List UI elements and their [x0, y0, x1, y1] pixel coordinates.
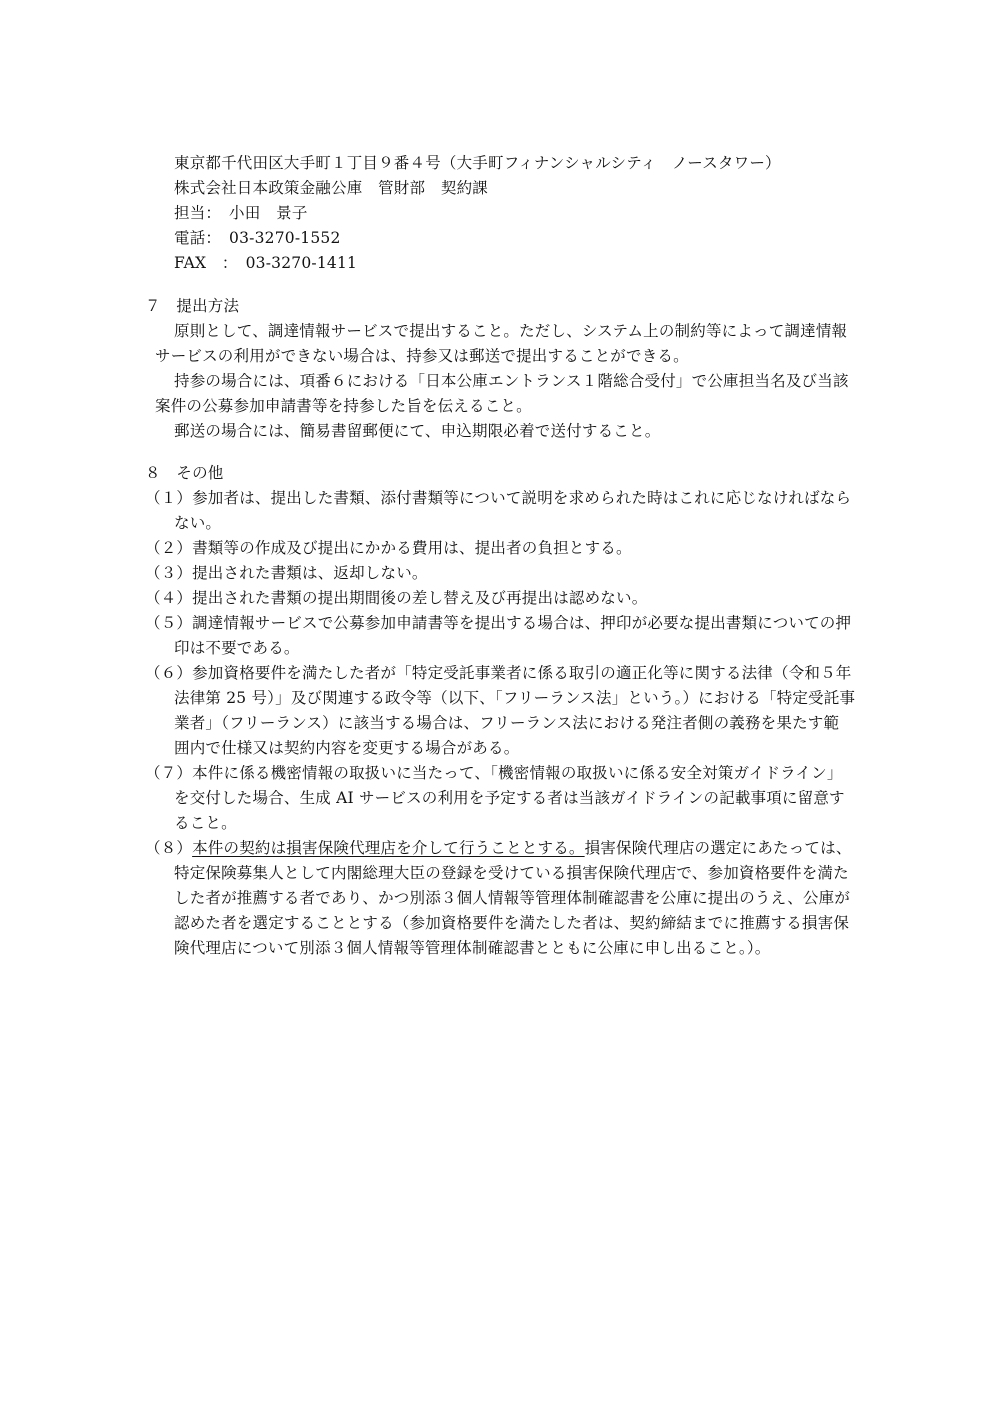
contact-phone: 電話： 03-3270-1552	[174, 229, 341, 247]
section7-paragraph3-line1: 郵送の場合には、簡易書留郵便にて、申込期限必着で送付すること。	[174, 422, 661, 440]
section8-item6-line1: （６）参加資格要件を満たした者が「特定受託事業者に係る取引の適正化等に関する法律（令和５年	[145, 664, 852, 682]
section8-item8-underlined-text: 本件の契約は損害保険代理店を介して行うこととする。	[192, 839, 585, 857]
contact-organization: 株式会社日本政策金融公庫 管財部 契約課	[174, 179, 489, 197]
contact-fax: FAX ： 03-3270-1411	[174, 254, 358, 272]
section8-item6-line3: 業者」（フリーランス）に該当する場合は、フリーランス法における発注者側の義務を果たす範	[174, 714, 840, 732]
section8-item8-line4: 認めた者を選定することとする（参加資格要件を満たした者は、契約締結までに推薦する損害保	[174, 914, 850, 932]
contact-person: 担当： 小田 景子	[174, 204, 308, 222]
contact-address: 東京都千代田区大手町１丁目９番４号（大手町フィナンシャルシティ ノースタワー）	[174, 154, 781, 172]
section7-paragraph2-line1: 持参の場合には、項番６における「日本公庫エントランス１階総合受付」で公庫担当名及び当該	[174, 372, 849, 390]
section8-item1-line2: ない。	[174, 514, 222, 532]
section8-item4-line1: （４）提出された書類の提出期間後の差し替え及び再提出は認めない。	[145, 589, 648, 607]
section8-item7-line2: を交付した場合、生成 AI サービスの利用を予定する者は当該ガイドラインの記載事項に留意す	[174, 789, 845, 807]
section8-item3-line1: （３）提出された書類は、返却しない。	[145, 564, 428, 582]
section8-item5-line2: 印は不要である。	[174, 639, 300, 657]
section8-item8-line1	[145, 836, 852, 860]
section8-item6-line4: 囲内で仕様又は契約内容を変更する場合がある。	[174, 739, 520, 757]
section8-item6-line2: 法律第 25 号）」及び関連する政令等（以下、「フリーランス法」という。）における「特定受託事	[174, 689, 856, 707]
section8-heading: ８ その他	[145, 464, 224, 482]
section8-item8-line3: した者が推薦する者であり、かつ別添３個人情報等管理体制確認書を公庫に提出のうえ、公庫が	[174, 889, 851, 907]
section7-paragraph1-line2: サービスの利用ができない場合は、持参又は郵送で提出することができる。	[155, 347, 689, 365]
section8-item5-line1: （５）調達情報サービスで公募参加申請書等を提出する場合は、押印が必要な提出書類についての押	[145, 614, 852, 632]
section8-item7-line3: ること。	[174, 814, 237, 832]
section8-item7-line1: （７）本件に係る機密情報の取扱いに当たって、「機密情報の取扱いに係る安全対策ガイドライン」	[145, 764, 843, 782]
section7-paragraph2-line2: 案件の公募参加申請書等を持参した旨を伝えること。	[155, 397, 532, 415]
section7-paragraph1-line1: 原則として、調達情報サービスで提出すること。ただし、システム上の制約等によって調達情報	[174, 322, 848, 340]
section8-item8-line1-rest: 損害保険代理店の選定にあたっては、	[584, 839, 852, 857]
section8-item8-prefix: （８）	[145, 839, 193, 857]
section8-item2-line1: （２）書類等の作成及び提出にかかる費用は、提出者の負担とする。	[145, 539, 632, 557]
section8-item1-line1: （１）参加者は、提出した書類、添付書類等について説明を求められた時はこれに応じなければなら	[145, 489, 852, 507]
section8-item8-line5: 険代理店について別添３個人情報等管理体制確認書とともに公庫に申し出ること。）。	[174, 939, 771, 957]
section7-heading: ７ 提出方法	[145, 297, 240, 315]
section8-item8-line2: 特定保険募集人として内閣総理大臣の登録を受けている損害保険代理店で、参加資格要件を満た	[174, 864, 849, 882]
